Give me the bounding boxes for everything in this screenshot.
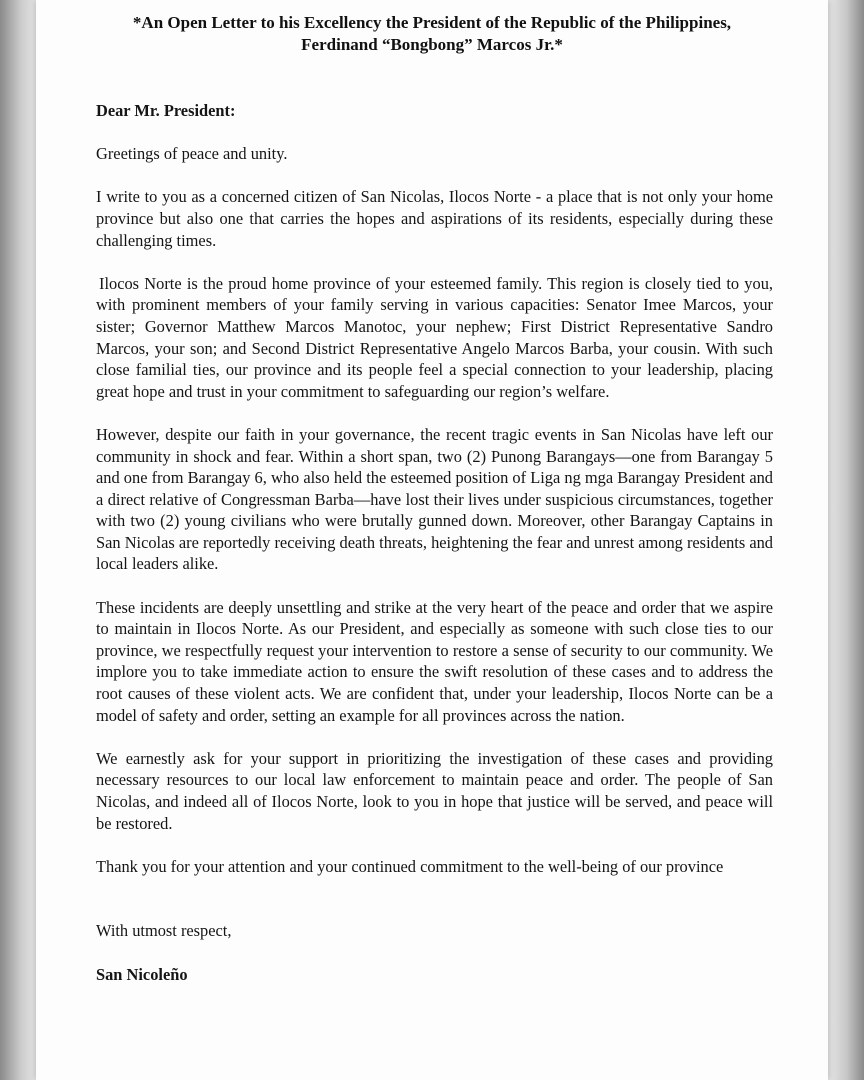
paragraph-thanks: Thank you for your attention and your continued commitment to the well-being of our province: [96, 856, 724, 876]
paragraph-events: However, despite our faith in your governance, the recent tragic events in San Nicolas have left our community in shock and fear. Within a short span, two (2) Punong Barangays—one from Barangay 5 and one from Barangay 6, who also held the esteemed position of Liga ng mga Barangay President and a direct relative of Congressman Barba—have lost their lives under suspicious circumstances, together with two (2) young civilians who were brutally gunned down. Moreover, other Barangay Captains in San Nicolas are reportedly receiving death threats, heightening the fear and unrest among residents and local leaders alike.: [96, 424, 773, 574]
title-line-1: *An Open Letter to his Excellency the President of the Republic of the Philippines,: [132, 13, 732, 32]
paragraph-request: These incidents are deeply unsettling and strike at the very heart of the peace and order that we aspire to maintain in Ilocos Norte. As our President, and especially as someone with such close ties to our province, we respectfully request your intervention to restore a sense of security to our community. We implore you to take immediate action to ensure the swift resolution of these cases and to address the root causes of these violent acts. We are confident that, under your leadership, Ilocos Norte can be a model of safety and order, setting an example for all provinces across the nation.: [96, 597, 773, 725]
closing: With utmost respect,: [96, 921, 232, 941]
title-line-2: Ferdinand “Bongbong” Marcos Jr.*: [301, 35, 563, 54]
letter-title: [0, 12, 864, 56]
salutation: Dear Mr. President:: [96, 101, 236, 120]
paragraph-intro: I write to you as a concerned citizen of San Nicolas, Ilocos Norte - a place that is not only your home province but also one that carries the hopes and aspirations of its residents, especially during these challenging times.: [96, 187, 773, 250]
paragraph-greeting: Greetings of peace and unity.: [96, 144, 288, 164]
letter-body: [96, 100, 773, 1007]
paragraph-family-ties: Ilocos Norte is the proud home province of your esteemed family. This region is closely tied to you, with prominent members of your family serving in various capacities: Senator Imee Marcos, your sister; Governor Matthew Marcos Manotoc, your nephew; First District Representative Sandro Marcos, your son; and Second District Representative Angelo Marcos Barba, your cousin. With such close familial ties, our province and its people feel a special connection to your leadership, placing great hope and trust in your commitment to safeguarding our region’s welfare.: [96, 273, 773, 401]
signature: San Nicoleño: [96, 964, 188, 984]
paragraph-support: We earnestly ask for your support in prioritizing the investigation of these cases and providing necessary resources to our local law enforcement to maintain peace and order. The people of San Nicolas, and indeed all of Ilocos Norte, look to you in hope that justice will be served, and peace will be restored.: [96, 748, 773, 833]
